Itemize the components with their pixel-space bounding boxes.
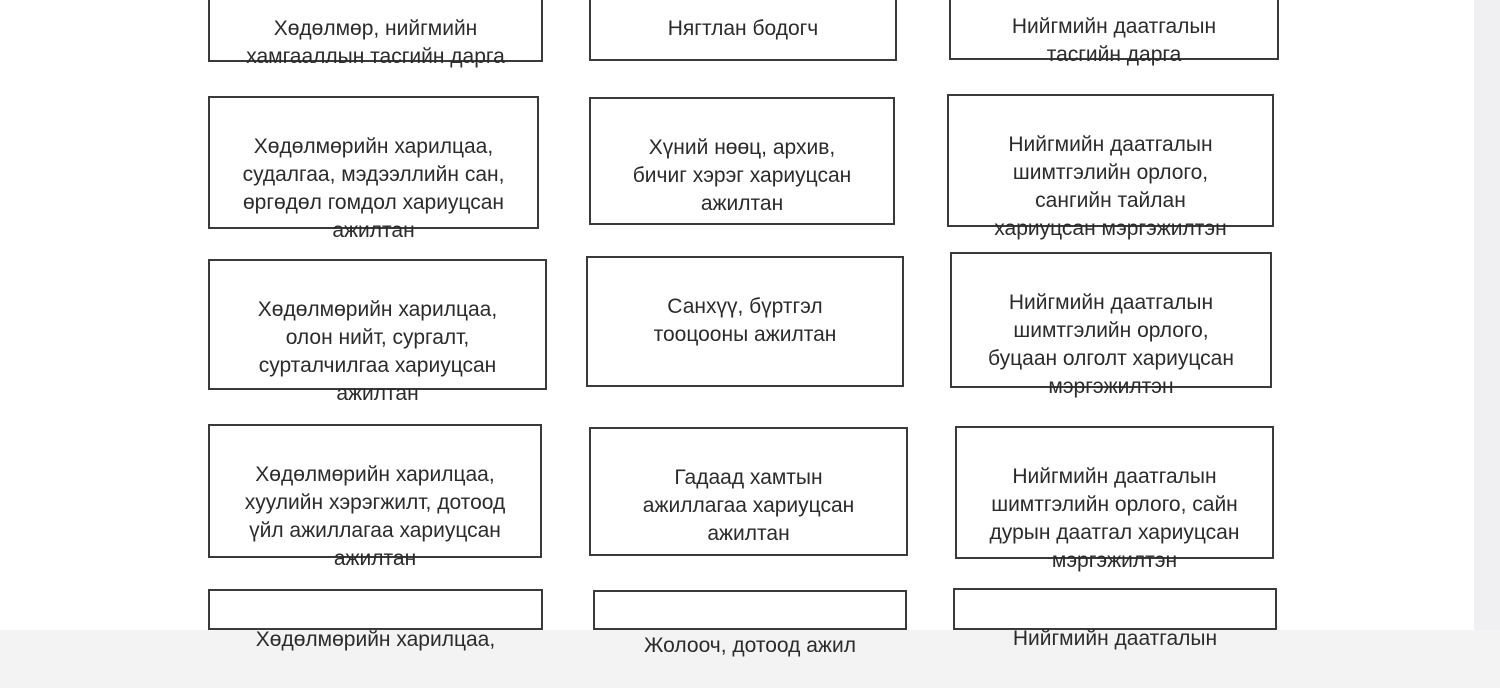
org-box-label: Хөдөлмөрийн харилцаа, судалгаа, мэдээллийн сан, өргөдөл гомдол хариуцсан ажилтан	[242, 135, 505, 242]
page-margin	[1474, 0, 1500, 630]
org-box-label: Нийгмийн даатгалын шимтгэлийн орлого, буцаан олголт хариуцсан мэргэжилтэн	[988, 291, 1234, 398]
org-box-social-insurance-5	[953, 588, 1277, 650]
org-box-labor-relations-5	[208, 589, 543, 651]
org-box-label: Гадаад хамтын ажиллагаа хариуцсан ажилтан	[642, 466, 855, 545]
org-box-driver-internal	[593, 590, 907, 657]
org-box-label: Хөдөлмөрийн харилцаа, олон нийт, сургалт, сурталчилгаа хариуцсан ажилтан	[257, 298, 498, 405]
org-box-label: Хүний нөөц, архив, бичиг хэрэг хариуцсан ажилтан	[632, 136, 852, 215]
org-box-label: Нийгмийн даатгалын шимтгэлийн орлого, сайн дурын даатгал хариуцсан мэргэжилтэн	[989, 465, 1240, 572]
org-box-labor-social-protection-head	[208, 0, 543, 68]
org-box-label: Нягтлан бодогч	[667, 17, 819, 40]
org-box-labor-law-enforcement	[208, 424, 542, 570]
org-box-label: Жолооч, дотоод ажил	[644, 634, 856, 657]
org-box-finance-accounting	[586, 256, 904, 387]
org-box-social-insurance-head	[949, 0, 1279, 66]
org-box-foreign-cooperation	[589, 427, 908, 556]
org-box-label: Нийгмийн даатгалын	[1012, 627, 1218, 650]
org-box-labor-research-database	[208, 96, 539, 242]
org-box-accountant	[589, 0, 897, 61]
org-box-label: Хөдөлмөрийн харилцаа, хуулийн хэрэгжилт, дотоод үйл ажиллагаа хариуцсан ажилтан	[244, 463, 506, 570]
org-box-insurance-refund	[950, 252, 1272, 398]
org-box-voluntary-insurance	[955, 426, 1274, 572]
org-box-label: Нийгмийн даатгалын шимтгэлийн орлого, сангийн тайлан хариуцсан мэргэжилтэн	[994, 133, 1227, 240]
org-box-label: Санхүү, бүртгэл тооцооны ажилтан	[653, 295, 837, 346]
org-box-human-resources-archive	[589, 97, 895, 225]
org-box-insurance-fund-report	[947, 94, 1274, 240]
org-box-label: Нийгмийн даатгалын тасгийн дарга	[1011, 15, 1217, 66]
org-box-label: Хөдөлмөр, нийгмийн хамгааллын тасгийн дарга	[246, 17, 505, 68]
org-box-label: Хөдөлмөрийн харилцаа,	[255, 628, 496, 651]
org-box-labor-public-training	[208, 259, 547, 405]
